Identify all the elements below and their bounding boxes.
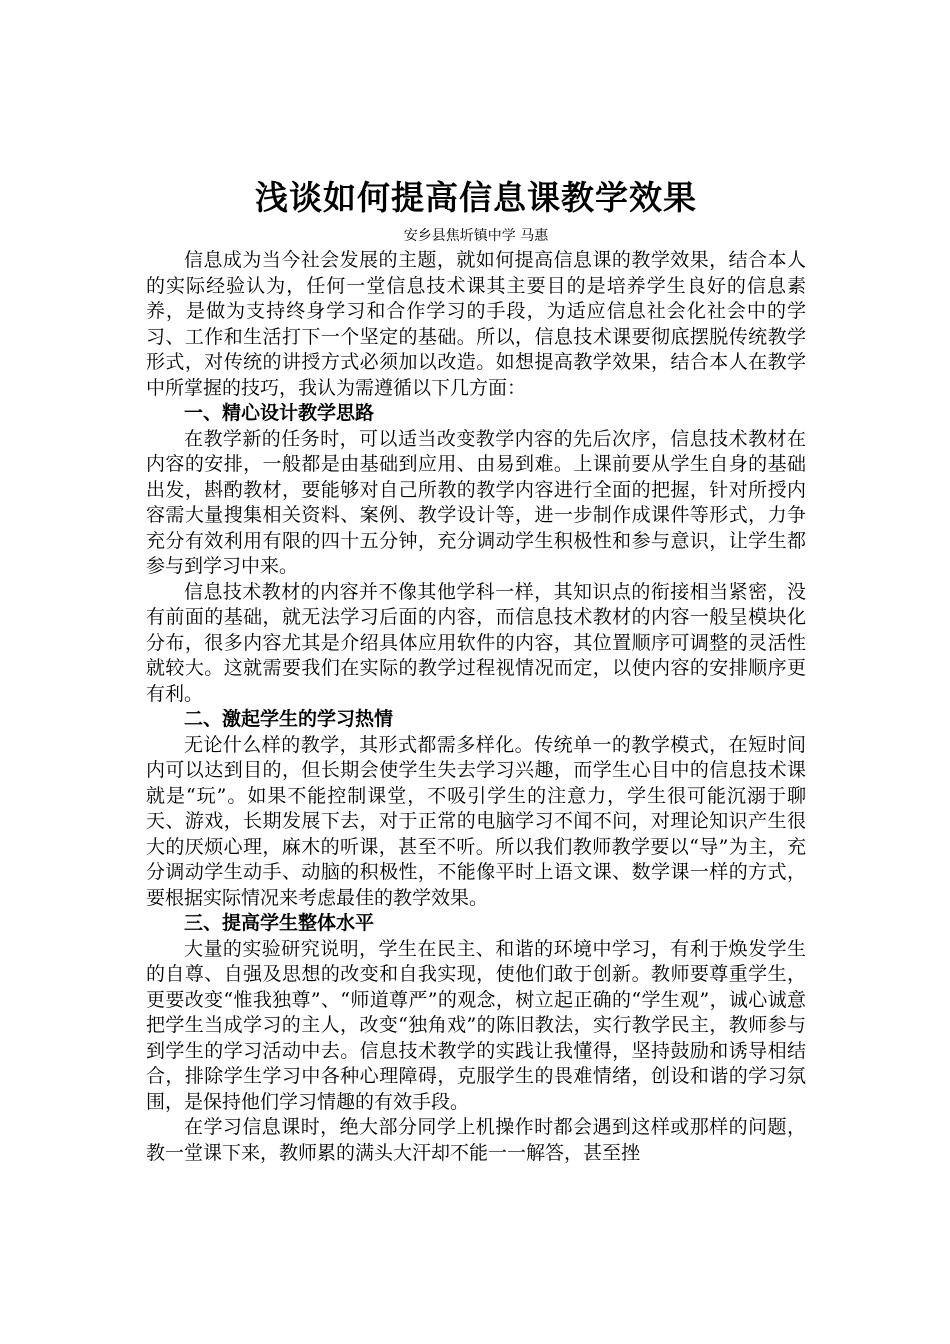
document-title: 浅谈如何提高信息课教学效果 [255,178,697,217]
document-page [146,172,806,1166]
section-1-paragraph-2: 信息技术教材的内容并不像其他学科一样，其知识点的衔接相当紧密，没有前面的基础，就无法学习后面的内容，而信息技术教材的内容一般呈模块化分布，很多内容尤其是介绍具体应用软件的内容，其位置顺序可调整的灵活性就较大。这就需要我们在实际的教学过程视情况而定，以使内容的安排顺序更有利。 [146,580,806,705]
section-2-paragraph-1: 无论什么样的教学，其形式都需多样化。传统单一的教学模式，在短时间内可以达到目的，但长期会使学生失去学习兴趣，而学生心目中的信息技术课就是“玩”。如果不能控制课堂，不吸引学生的注意力，学生很可能沉溺于聊天、游戏，长期发展下去，对于正常的电脑学习不闻不问，对理论知识产生很大的厌烦心理，麻木的听课，甚至不听。所以我们教师教学要以“导”为主，充分调动学生动手、动脑的积极性，不能像平时上语文课、数学课一样的方式，要根据实际情况来考虑最佳的教学效果。 [146,733,806,909]
section-heading-1: 一、精心设计教学思路 [184,402,375,424]
document-author: 安乡县焦圻镇中学 马惠 [403,228,549,244]
intro-paragraph: 信息成为当今社会发展的主题，就如何提高信息课的教学效果，结合本人的实际经验认为，任何一堂信息技术课其主要目的是培养学生良好的信息素养，是做为支持终身学习和合作学习的手段，为适应信息社会化社会中的学习、工作和生活打下一个坚定的基础。所以，信息技术课要彻底摆脱传统教学形式，对传统的讲授方式必须加以改造。如想提高教学效果，结合本人在教学中所掌握的技巧，我认为需遵循以下几方面： [146,249,806,399]
section-heading-2: 二、激起学生的学习热情 [184,708,394,730]
section-heading-3: 三、提高学生整体水平 [184,912,375,934]
section-3-paragraph-2: 在学习信息课时，绝大部分同学上机操作时都会遇到这样或那样的问题，教一堂课下来，教师累的满头大汗却不能一一解答，甚至挫 [146,1116,806,1164]
section-1-paragraph-1: 在教学新的任务时，可以适当改变教学内容的先后次序，信息技术教材在内容的安排，一般都是由基础到应用、由易到难。上课前要从学生自身的基础出发，斟酌教材，要能够对自己所教的教学内容进行全面的把握，针对所授内容需大量搜集相关资料、案例、教学设计等，进一步制作成课件等形式，力争充分有效利用有限的四十五分钟，充分调动学生积极性和参与意识，让学生都参与到学习中来。 [146,427,806,577]
section-3-paragraph-1: 大量的实验研究说明，学生在民主、和谐的环境中学习，有利于焕发学生的自尊、自强及思想的改变和自我实现，使他们敢于创新。教师要尊重学生，更要改变“惟我独尊”、“师道尊严”的观念，树立起正确的“学生观”，诚心诚意把学生当成学习的主人，改变“独角戏”的陈旧教法，实行教学民主，教师参与到学生的学习活动中去。信息技术教学的实践让我懂得，坚持鼓励和诱导相结合，排除学生学习中各种心理障碍，克服学生的畏难情绪，创设和谐的学习氛围，是保持他们学习情趣的有效手段。 [146,937,806,1113]
